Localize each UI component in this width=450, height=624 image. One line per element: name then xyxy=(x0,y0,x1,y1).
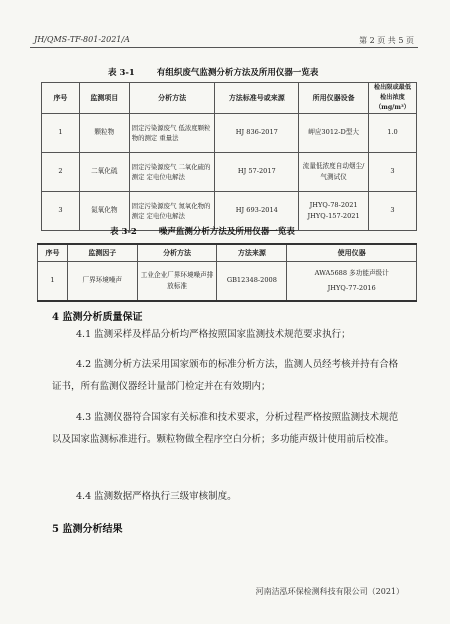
row-number: 1 xyxy=(42,113,80,152)
detection-limit: 3 xyxy=(369,152,417,191)
table1-caption xyxy=(108,66,318,78)
analysis-method: 固定污染源废气 氮氧化物的测定 定电位电解法 xyxy=(129,191,215,230)
table1-header-cell: 检出限或最低检出浓度（mg/m³） xyxy=(369,83,417,114)
paragraph-4-4: 4.4 监测数据严格执行三级审核制度。 xyxy=(76,491,237,502)
analysis-method: 固定污染源废气 二氧化硫的测定 定电位电解法 xyxy=(129,152,215,191)
table1-header-row xyxy=(42,83,417,114)
section4-title: 4 监测分析质量保证 xyxy=(52,312,143,323)
row-number: 3 xyxy=(42,191,80,230)
table-row xyxy=(42,113,417,152)
table-row xyxy=(42,152,417,191)
company-footer: 河南洁泓环保检测科技有限公司（2021） xyxy=(255,587,404,596)
monitoring-item: 颗粒物 xyxy=(79,113,129,152)
method-standard: HJ 836-2017 xyxy=(215,113,299,152)
instrument-id: JHYQ-77-2016 xyxy=(327,283,376,292)
instrument: 流量低浓度自动烟尘/气测试仪 xyxy=(299,152,369,191)
table1-header-cell: 分析方法 xyxy=(129,83,215,114)
method-standard: HJ 57-2017 xyxy=(215,152,299,191)
table2-number: 表 3-2 xyxy=(110,227,137,237)
instrument xyxy=(287,261,417,301)
monitoring-factor: 厂界环境噪声 xyxy=(67,261,137,301)
table1-header-cell: 监测项目 xyxy=(79,83,129,114)
method-standard: HJ 693-2014 xyxy=(215,191,299,230)
table1-header-cell: 所用仪器设备 xyxy=(299,83,369,114)
table1-number: 表 3-1 xyxy=(108,68,135,78)
instrument: 岬应3012-D型大 xyxy=(299,113,369,152)
table1-title: 有组织废气监测分析方法及所用仪器一览表 xyxy=(156,68,319,78)
row-number: 2 xyxy=(42,152,80,191)
section5-title: 5 监测分析结果 xyxy=(52,524,123,535)
table2 xyxy=(37,243,417,302)
table2-header-cell: 使用仪器 xyxy=(287,244,417,261)
table2-header-cell: 分析方法 xyxy=(137,244,217,261)
row-number: 1 xyxy=(38,261,68,301)
paragraph-4-1: 4.1 监测采样及样品分析均严格按照国家监测技术规范要求执行； xyxy=(76,329,351,340)
page-info: 第 2 页 共 5 页 xyxy=(359,36,414,45)
header-divider xyxy=(30,47,418,48)
monitoring-item: 二氧化硫 xyxy=(79,152,129,191)
table-row xyxy=(38,261,417,301)
doc-code: JH/QMS-TF-801-2021/A xyxy=(34,35,130,44)
table2-header-row xyxy=(38,244,417,261)
analysis-method: 工业企业厂界环境噪声排放标准 xyxy=(137,261,217,301)
table2-header-cell: 方法来源 xyxy=(217,244,287,261)
analysis-method: 固定污染源废气 低浓度颗粒物的测定 重量法 xyxy=(129,113,215,152)
instrument-model: AWA5688 多功能声级计 xyxy=(314,269,389,278)
paragraph-4-3: 4.3 监测仪器符合国家有关标准和技术要求，分析过程严格按照监测技术规范以及国家监测标准进行。颗粒物做全程序空白分析；多功能声级计使用前后校准。 xyxy=(52,412,399,445)
detection-limit: 3 xyxy=(369,191,417,230)
detection-limit: 1.0 xyxy=(369,113,417,152)
paragraph-4-2: 4.2 监测分析方法采用国家颁布的标准分析方法，监测人员经考核并持有合格证书，所有监测仪器经计量部门检定并在有效期内； xyxy=(52,359,399,392)
table1 xyxy=(41,82,417,231)
table1-header-cell: 方法标准号或来源 xyxy=(215,83,299,114)
table2-header-cell: 监测因子 xyxy=(67,244,137,261)
table2-caption xyxy=(110,225,295,237)
monitoring-item: 氮氧化物 xyxy=(79,191,129,230)
table2-title: 噪声监测分析方法及所用仪器一览表 xyxy=(158,227,295,237)
instrument: JHYQ-78-2021 JHYQ-157-2021 xyxy=(299,191,369,230)
method-source: GB12348-2008 xyxy=(217,261,287,301)
table2-header-cell: 序号 xyxy=(38,244,68,261)
table1-header-cell: 序号 xyxy=(42,83,80,114)
